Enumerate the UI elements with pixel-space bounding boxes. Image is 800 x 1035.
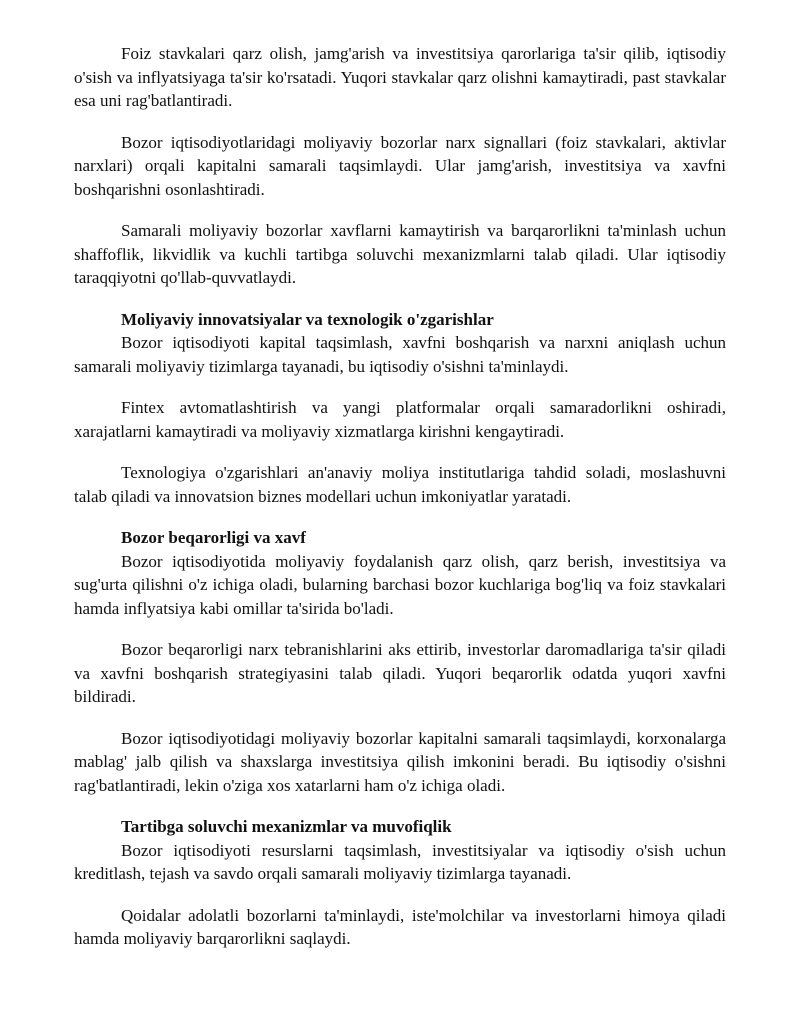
section-heading: Moliyaviy innovatsiyalar va texnologik o'zgarishlar: [121, 309, 494, 329]
paragraph: Samarali moliyaviy bozorlar xavflarni kamaytirish va barqarorlikni ta'minlash uchun shaffoflik, likvidlik va kuchli tartibga soluvchi mexanizmlarni talab qiladi. Ular iqtisodiy taraqqiyotni qo'llab-quvvatlaydi.: [74, 221, 726, 287]
paragraph: Bozor iqtisodiyotida moliyaviy foydalanish qarz olish, qarz berish, investitsiya va sug'urta qilishni o'z ichiga oladi, bularning barchasi bozor kuchlariga bog'liq va foiz stavkalari hamda inflyatsiya kabi omillar ta'sirida bo'ladi.: [74, 551, 726, 618]
document-page: [74, 42, 726, 969]
paragraph: Bozor iqtisodiyoti resurslarni taqsimlash, investitsiyalar va iqtisodiy o'sish uchun kreditlash, tejash va savdo orqali samarali moliyaviy tizimlarga tayanadi.: [74, 840, 726, 883]
paragraph: Bozor iqtisodiyotidagi moliyaviy bozorlar kapitalni samarali taqsimlaydi, korxonalarga mablag' jalb qilish va shaxslarga investitsiya qilish imkonini beradi. Bu iqtisodiy o'sishni rag'batlantiradi, lekin o'ziga xos xatarlarni ham o'z ichiga oladi.: [74, 728, 726, 795]
paragraph: Foiz stavkalari qarz olish, jamg'arish va investitsiya qarorlariga ta'sir qilib, iqtisodiy o'sish va inflyatsiyaga ta'sir ko'rsatadi. Yuqori stavkalar qarz olishni kamaytiradi, past stavkalar esa uni rag'batlantiradi.: [74, 44, 726, 110]
paragraph: Qoidalar adolatli bozorlarni ta'minlaydi, iste'molchilar va investorlarni himoya qiladi hamda moliyaviy barqarorlikni saqlaydi.: [74, 905, 726, 948]
section-heading: Tartibga soluvchi mexanizmlar va muvofiqlik: [121, 817, 452, 836]
paragraph: Bozor iqtisodiyoti kapital taqsimlash, xavfni boshqarish va narxni aniqlash uchun samarali moliyaviy tizimlarga tayanadi, bu iqtisodiy o'sishni ta'minlaydi.: [74, 333, 726, 376]
paragraph: Bozor beqarorligi narx tebranishlarini aks ettirib, investorlar daromadlariga ta'sir qiladi va xavfni boshqarish strategiyasini talab qiladi. Yuqori beqarorlik odatda yuqori xavfni bildiradi.: [74, 640, 726, 706]
paragraph: Bozor iqtisodiyotlaridagi moliyaviy bozorlar narx signallari (foiz stavkalari, aktivlar narxlari) orqali kapitalni samarali taqsimlaydi. Ular jamg'arish, investitsiya va xavfni boshqarishni osonlashtiradi.: [74, 132, 726, 199]
paragraph: Fintex avtomatlashtirish va yangi platformalar orqali samaradorlikni oshiradi, xarajatlarni kamaytiradi va moliyaviy xizmatlarga kirishni kengaytiradi.: [74, 398, 726, 441]
paragraph: Texnologiya o'zgarishlari an'anaviy moliya institutlariga tahdid soladi, moslashuvni talab qiladi va innovatsion biznes modellari uchun imkoniyatlar yaratadi.: [74, 463, 726, 506]
section-heading: Bozor beqarorligi va xavf: [121, 528, 306, 547]
